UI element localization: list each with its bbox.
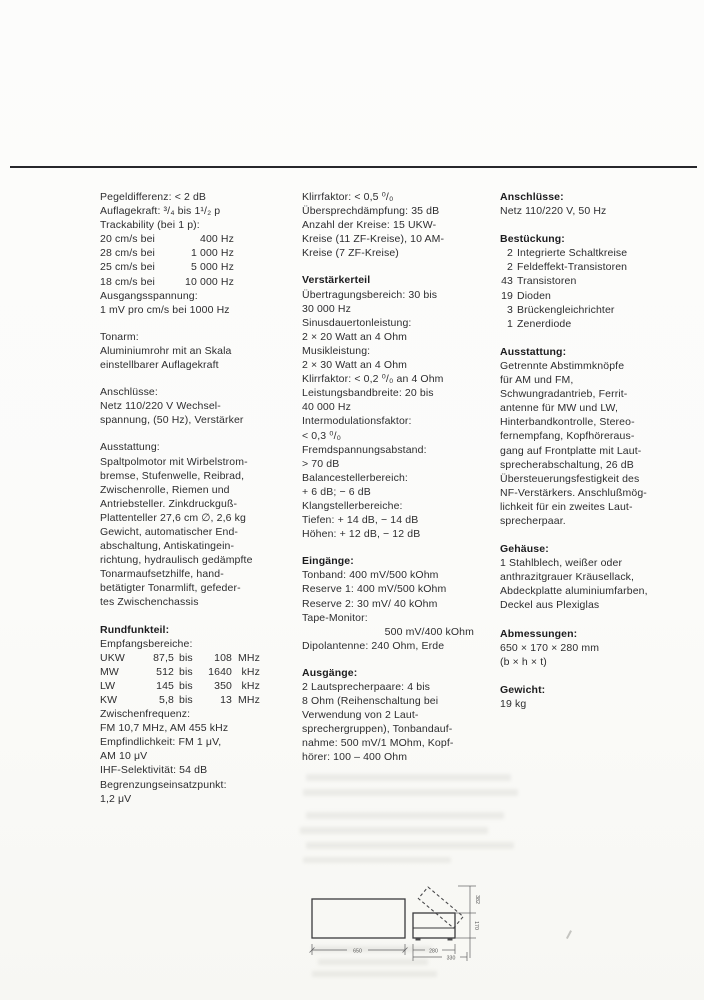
spec-line: 1 Stahlblech, weißer oder [500, 557, 623, 570]
spec-line: lichkeit für ein zweites Laut- [500, 500, 633, 513]
spec-line: 650 × 170 × 280 mm [500, 641, 600, 654]
spec-line: Musikleistung: [302, 344, 371, 357]
dim-width-label: 650 [353, 948, 362, 955]
spec-line: Ausstattung: [100, 441, 160, 454]
band-name: KW [100, 694, 118, 706]
spec-line: sprecherabschaltung, 26 dB [500, 458, 634, 471]
component-name: Feldeffekt-Transistoren [517, 261, 628, 274]
section-heading: Abmessungen: [500, 627, 578, 640]
section-heading: Ausgänge: [302, 666, 358, 679]
spec-line: Plattenteller 27,6 cm ∅, 2,6 kg [100, 511, 246, 524]
spec-column-left [100, 190, 298, 819]
spec-line: 19 kg [500, 697, 527, 710]
component-name: Integrierte Schaltkreise [517, 247, 628, 260]
spec-block [302, 666, 492, 765]
band-unit: kHz [241, 679, 260, 692]
band-unit: kHz [241, 665, 260, 678]
spec-value-row [100, 275, 298, 289]
dim-depth-label: 280 [429, 948, 438, 955]
spec-line: Schwungradantrieb, Ferrit- [500, 388, 628, 401]
component-count-row [500, 246, 680, 260]
spec-line: Netz 110/220 V, 50 Hz [500, 205, 607, 218]
spec-block [302, 190, 492, 260]
spec-line: tes Zwischenchassis [100, 596, 199, 609]
row-label: 20 cm/s bei [100, 233, 156, 246]
bleed-through-line [300, 827, 488, 834]
bleed-through-line [306, 842, 514, 849]
row-label: 28 cm/s bei [100, 247, 156, 260]
spec-line: Anschlüsse: [100, 386, 158, 399]
component-count-row [500, 260, 680, 274]
spec-line: Fremdspannungsabstand: [302, 443, 427, 456]
spec-line: sprecherpaar. [500, 514, 566, 527]
row-value: 400 Hz [200, 233, 234, 246]
spec-line: Zwischenrolle, Riemen und [100, 483, 230, 496]
band-name: LW [100, 679, 116, 692]
spec-line: Deckel aus Plexiglas [500, 599, 600, 612]
band-bis: bis [179, 665, 193, 678]
section-heading: Rundfunkteil: [100, 623, 170, 636]
spec-line: > 70 dB [302, 457, 340, 470]
spec-line: Hinterbandkontrolle, Stereo- [500, 416, 635, 429]
spec-line: Anzahl der Kreise: 15 UKW- [302, 219, 437, 232]
spec-block [302, 554, 492, 653]
spec-line: Spaltpolmotor mit Wirbelstrom- [100, 455, 248, 468]
spec-line: Reserve 1: 400 mV/500 kOhm [302, 583, 447, 596]
band-name: MW [100, 665, 119, 678]
spec-line: 1,2 μV [100, 792, 132, 805]
spec-line: Auflagekraft: ³/₄ bis 1¹/₂ p [100, 205, 221, 218]
spec-line: (b × h × t) [500, 655, 547, 668]
band-to: 13 [220, 694, 232, 706]
component-count: 2 [507, 247, 513, 260]
side-view-outline [413, 913, 455, 938]
spec-line: Klangstellerbereiche: [302, 499, 403, 512]
spec-block [100, 190, 298, 317]
spec-line-right-aligned: 500 mV/400 kOhm [384, 625, 474, 638]
component-name: Brückengleichrichter [517, 303, 615, 316]
row-value: 5 000 Hz [191, 261, 234, 274]
spec-line: Leistungsbandbreite: 20 bis [302, 387, 434, 400]
scan-artifact [566, 930, 572, 939]
bleed-through-line [303, 789, 518, 796]
spec-line: Balancestellerbereich: [302, 471, 408, 484]
spec-line: Sinusdauertonleistung: [302, 316, 412, 329]
spec-line: < 0,3 ⁰/₀ [302, 429, 342, 442]
spec-column-right [500, 190, 680, 725]
component-name: Zenerdiode [517, 317, 572, 330]
spec-line: spannung, (50 Hz), Verstärker [100, 414, 244, 427]
dim-total-depth-label: 330 [446, 955, 456, 962]
band-to: 1640 [208, 665, 232, 678]
frequency-band-row [100, 651, 298, 665]
spec-line: Ausgangsspannung: [100, 289, 198, 302]
side-view-foot [416, 938, 421, 941]
spec-line: FM 10,7 MHz, AM 455 kHz [100, 722, 229, 735]
spec-line: 40 000 Hz [302, 401, 351, 414]
frequency-band-row [100, 693, 298, 707]
bleed-through-line [306, 774, 511, 781]
section-heading: Gewicht: [500, 683, 546, 696]
spec-column-middle [302, 190, 492, 778]
spec-line: + 6 dB; − 6 dB [302, 485, 371, 498]
spec-value-row [100, 246, 298, 260]
component-count: 1 [507, 317, 513, 330]
spec-line: Empfangsbereiche: [100, 637, 193, 650]
spec-line: 2 × 20 Watt an 4 Ohm [302, 330, 408, 343]
section-heading: Gehäuse: [500, 543, 549, 556]
bleed-through-line [306, 812, 504, 819]
spec-line: AM 10 μV [100, 750, 148, 763]
spec-block [500, 683, 680, 711]
component-count-row [500, 289, 680, 303]
component-count-row [500, 274, 680, 288]
spec-line: fernempfang, Kopfhöreraus- [500, 430, 635, 443]
spec-line: Reserve 2: 30 mV/ 40 kOhm [302, 597, 438, 610]
spec-line: Gewicht, automatischer End- [100, 525, 239, 538]
row-label: 18 cm/s bei [100, 275, 156, 288]
spec-line: nahme: 500 mV/1 MOhm, Kopf- [302, 737, 454, 750]
spec-line: hörer: 100 – 400 Ohm [302, 751, 408, 764]
spec-block [500, 232, 680, 331]
spec-line: Kreise (7 ZF-Kreise) [302, 247, 399, 260]
section-heading: Bestückung: [500, 233, 565, 246]
dim-height-open-label: 382 [474, 895, 480, 904]
spec-value-row [100, 232, 298, 246]
spec-block [100, 440, 298, 609]
spec-line: 2 Lautsprecherpaare: 4 bis [302, 681, 431, 693]
spec-line: Trackability (bei 1 p): [100, 219, 200, 232]
component-count: 43 [501, 275, 513, 288]
spec-block [100, 330, 298, 372]
spec-block [500, 542, 680, 612]
spec-block [500, 190, 680, 218]
band-from: 145 [156, 679, 174, 692]
spec-line: abschaltung, Antiskatingein- [100, 540, 235, 553]
spec-line: Tonband: 400 mV/500 kOhm [302, 569, 439, 582]
spec-line: bremse, Stufenwelle, Reibrad, [100, 469, 245, 482]
spec-line: anthrazitgrauer Kräusellack, [500, 571, 635, 584]
spec-line: betätigter Tonarmlift, gefeder- [100, 582, 241, 595]
band-name: UKW [100, 651, 125, 664]
row-label: 25 cm/s bei [100, 261, 156, 274]
spec-line: Übersteuerungsfestigkeit des [500, 472, 640, 485]
component-name: Dioden [517, 289, 551, 302]
component-count-row [500, 317, 680, 331]
spec-line: 1 mV pro cm/s bei 1000 Hz [100, 303, 230, 316]
component-count: 19 [501, 289, 513, 302]
band-from: 87,5 [153, 651, 174, 664]
spec-line: gang auf Frontplatte mit Laut- [500, 444, 642, 457]
spec-line: Antriebsteller. Zinkdruckguß- [100, 497, 238, 510]
spec-line: Intermodulationsfaktor: [302, 415, 412, 428]
dimension-drawing [298, 858, 523, 983]
component-count: 3 [507, 303, 513, 316]
spec-line: 2 × 30 Watt an 4 Ohm [302, 359, 408, 372]
section-heading: Ausstattung: [500, 345, 567, 358]
spec-line: NF-Verstärkers. Anschlußmög- [500, 486, 647, 499]
frequency-band-row [100, 665, 298, 679]
dim-height-closed-label: 170 [473, 921, 479, 930]
spec-block [100, 623, 298, 806]
spec-line: antenne für MW und LW, [500, 402, 619, 415]
spec-block [100, 385, 298, 427]
component-count-row [500, 303, 680, 317]
spec-line: Dipolantenne: 240 Ohm, Erde [302, 639, 445, 652]
band-from: 5,8 [159, 694, 174, 706]
spec-line: Empfindlichkeit: FM 1 μV, [100, 736, 222, 749]
band-from: 512 [156, 665, 174, 678]
open-lid-outline [418, 887, 463, 928]
spec-block [500, 627, 680, 669]
header-rule [10, 166, 697, 168]
spec-line: Tape-Monitor: [302, 611, 368, 624]
spec-line: einstellbarer Auflagekraft [100, 359, 219, 372]
spec-block [302, 273, 492, 541]
spec-line: Aluminiumrohr mit an Skala [100, 344, 232, 357]
spec-line: sprechergruppen), Tonbandauf- [302, 723, 453, 736]
component-count: 2 [507, 261, 513, 274]
spec-line: Übersprechdämpfung: 35 dB [302, 205, 440, 218]
component-name: Transistoren [517, 275, 577, 288]
spec-line: für AM und FM, [500, 374, 574, 387]
spec-line: richtung, hydraulisch gedämpfte [100, 554, 253, 567]
spec-line: Zwischenfrequenz: [100, 708, 191, 721]
spec-value-row [100, 260, 298, 274]
total-depth-dimension-lines [413, 952, 467, 961]
band-to: 350 [214, 679, 232, 692]
band-to: 108 [214, 651, 232, 664]
spec-block [500, 345, 680, 528]
band-bis: bis [179, 694, 193, 706]
row-value: 1 000 Hz [191, 247, 234, 260]
row-value: 10 000 Hz [185, 275, 234, 288]
spec-line: Übertragungsbereich: 30 bis [302, 288, 438, 301]
spec-line: Abdeckplatte aluminiumfarben, [500, 585, 648, 598]
spec-line: Tiefen: + 14 dB, − 14 dB [302, 514, 419, 527]
band-bis: bis [179, 679, 193, 692]
section-heading: Anschlüsse: [500, 191, 564, 203]
band-unit: MHz [238, 651, 260, 664]
spec-line: 30 000 Hz [302, 302, 351, 315]
section-heading: Eingänge: [302, 555, 354, 568]
spec-line: Netz 110/220 V Wechsel- [100, 400, 221, 413]
spec-line: Tonarm: [100, 330, 139, 343]
frequency-band-row [100, 679, 298, 693]
spec-line: Kreise (11 ZF-Kreise), 10 AM- [302, 233, 445, 246]
band-unit: MHz [238, 694, 260, 706]
spec-line: IHF-Selektivität: 54 dB [100, 764, 208, 777]
band-bis: bis [179, 651, 193, 664]
spec-line: Klirrfaktor: < 0,5 ⁰/₀ [302, 191, 394, 203]
section-heading: Verstärkerteil [302, 274, 371, 287]
spec-line: 8 Ohm (Reihenschaltung bei [302, 695, 439, 708]
spec-line: Getrennte Abstimmknöpfe [500, 359, 625, 372]
spec-line: Tonarmaufsetzhilfe, hand- [100, 568, 224, 581]
spec-line: Begrenzungseinsatzpunkt: [100, 778, 227, 791]
spec-line: Höhen: + 12 dB, − 12 dB [302, 528, 421, 541]
spec-line: Klirrfaktor: < 0,2 ⁰/₀ an 4 Ohm [302, 373, 444, 386]
side-view-foot [448, 938, 453, 941]
front-view-outline [312, 899, 405, 938]
spec-line: Verwendung von 2 Laut- [302, 709, 419, 722]
spec-line: Pegeldifferenz: < 2 dB [100, 191, 207, 203]
